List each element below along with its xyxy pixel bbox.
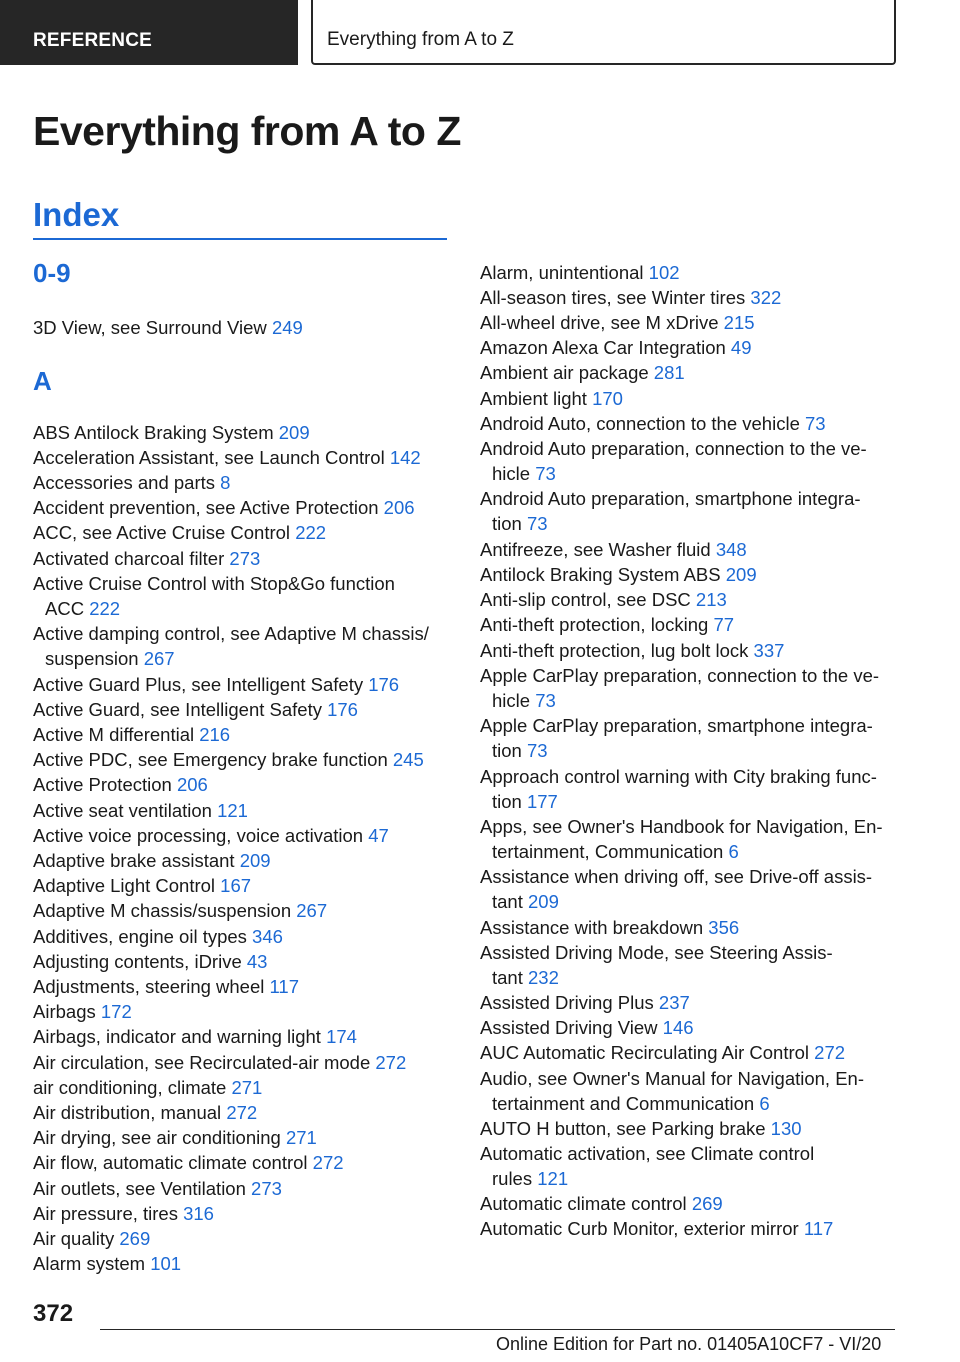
index-entry[interactable] — [480, 1116, 802, 1141]
page-link[interactable]: 121 — [217, 800, 248, 821]
entry-text: Air quality — [33, 1228, 115, 1249]
index-entry[interactable] — [33, 445, 421, 470]
entry-text: ACC, see Active Cruise Control — [33, 522, 291, 543]
entry-text: Activated charcoal filter — [33, 548, 225, 569]
page-link[interactable]: 271 — [231, 1077, 263, 1098]
index-entry[interactable] — [480, 864, 872, 914]
entry-text: Active Guard, see Intelligent Safety — [33, 699, 322, 720]
page-link[interactable]: 245 — [392, 749, 424, 770]
index-entry[interactable] — [480, 386, 623, 411]
entry-text: Air pressure, tires — [33, 1203, 178, 1224]
page-link[interactable]: 77 — [713, 614, 735, 635]
page-link[interactable]: 117 — [269, 976, 300, 997]
entry-text: Active Protection — [33, 774, 172, 795]
section-divider — [33, 238, 447, 240]
page-number: 372 — [33, 1300, 74, 1327]
entry-text: Audio, see Owner's Manual for Navigation, En‐ — [480, 1068, 865, 1089]
page-link[interactable]: 177 — [526, 791, 558, 813]
entry-text: Active Guard Plus, see Intelligent Safety — [33, 674, 364, 695]
page-link[interactable]: 215 — [723, 312, 755, 333]
page-link[interactable]: 249 — [271, 317, 303, 338]
page-link[interactable]: 174 — [326, 1026, 357, 1047]
entry-text: Air circulation, see Recirculated-air mode — [33, 1052, 371, 1073]
index-entry[interactable] — [33, 520, 326, 545]
entry-text: Apps, see Owner's Handbook for Navigation, En‐ — [480, 816, 883, 837]
entry-text: Additives, engine oil types — [33, 926, 247, 947]
index-entry[interactable] — [33, 315, 303, 340]
entry-text-cont: hicle — [492, 690, 531, 712]
page-link[interactable]: 267 — [143, 648, 175, 670]
page-link[interactable]: 281 — [653, 362, 685, 383]
page-title: Everything from A to Z — [33, 108, 461, 154]
entry-text: Ambient light — [480, 388, 587, 409]
index-entry[interactable] — [480, 940, 833, 990]
chapter-tab-label: Everything from A to Z — [327, 29, 514, 50]
index-entry[interactable] — [480, 260, 680, 285]
index-entry[interactable] — [480, 486, 861, 536]
entry-text-cont: tion — [492, 791, 522, 813]
entry-text: Active M differential — [33, 724, 195, 745]
index-entry[interactable] — [33, 848, 271, 873]
footer-divider — [100, 1329, 895, 1330]
section-tab-label: REFERENCE — [33, 30, 152, 51]
page-link[interactable]: 322 — [750, 287, 782, 308]
index-entry[interactable] — [33, 924, 283, 949]
entry-text: Assisted Driving Plus — [480, 992, 654, 1013]
entry-text: Air drying, see air conditioning — [33, 1127, 281, 1148]
index-entry[interactable] — [33, 1075, 262, 1100]
index-entry[interactable] — [33, 1176, 282, 1201]
page-link[interactable]: 271 — [285, 1127, 317, 1148]
page-link[interactable]: 269 — [691, 1193, 723, 1214]
entry-text: Anti-theft protection, locking — [480, 614, 709, 635]
index-entry[interactable] — [480, 436, 867, 486]
index-entry[interactable] — [33, 1100, 257, 1125]
page-link[interactable]: 73 — [526, 740, 548, 762]
entry-text: Adaptive Light Control — [33, 875, 216, 896]
entry-text: Assisted Driving Mode, see Steering Assis‐ — [480, 942, 833, 963]
page-link[interactable]: 43 — [246, 951, 268, 972]
index-entry[interactable] — [33, 1150, 344, 1175]
index-entry[interactable] — [33, 798, 248, 823]
index-entry[interactable] — [480, 1191, 723, 1216]
entry-text: ABS Antilock Braking System — [33, 422, 274, 443]
index-entry[interactable] — [480, 1015, 694, 1040]
entry-text: Apple CarPlay preparation, connection to the ve‐ — [480, 665, 880, 686]
index-entry[interactable] — [480, 764, 877, 814]
index-entry[interactable] — [480, 537, 747, 562]
page-link[interactable]: 209 — [725, 564, 757, 585]
page-link[interactable]: 73 — [535, 463, 556, 485]
page-link[interactable]: 117 — [803, 1218, 834, 1239]
index-entry[interactable] — [33, 1251, 181, 1276]
entry-text: Air flow, automatic climate control — [33, 1152, 308, 1173]
index-entry[interactable] — [33, 495, 415, 520]
page-link[interactable]: 176 — [327, 699, 358, 720]
entry-text-cont: tion — [492, 740, 522, 762]
page-link[interactable]: 213 — [695, 589, 727, 610]
index-entry[interactable] — [480, 814, 883, 864]
index-entry[interactable] — [480, 360, 685, 385]
page-link[interactable]: 73 — [526, 513, 548, 535]
index-entry[interactable] — [33, 571, 395, 621]
page-link[interactable]: 237 — [658, 992, 690, 1013]
entry-text-cont: suspension — [45, 648, 139, 670]
entry-text: Adaptive brake assistant — [33, 850, 235, 871]
page-link[interactable]: 206 — [383, 497, 415, 518]
page-link[interactable]: 222 — [295, 522, 327, 543]
page-link[interactable]: 121 — [537, 1168, 569, 1190]
page-link[interactable]: 356 — [708, 917, 740, 938]
page-link[interactable]: 73 — [535, 690, 556, 712]
index-entry[interactable] — [480, 612, 734, 637]
entry-text: air conditioning, climate — [33, 1077, 227, 1098]
footer-edition: Online Edition for Part no. 01405A10CF7 - VI/20 — [496, 1334, 882, 1354]
page-link[interactable]: 146 — [662, 1017, 694, 1038]
entry-text: Ambient air package — [480, 362, 649, 383]
entry-text: Alarm system — [33, 1253, 146, 1274]
entry-text: All-season tires, see Winter tires — [480, 287, 746, 308]
entry-text: Assisted Driving View — [480, 1017, 658, 1038]
index-entry[interactable] — [33, 772, 208, 797]
index-entry[interactable] — [33, 974, 299, 999]
index-entry[interactable] — [33, 1226, 150, 1251]
chapter-tab — [311, 0, 896, 65]
page-link[interactable]: 337 — [753, 640, 785, 661]
index-entry[interactable] — [33, 873, 251, 898]
entry-text: 3D View, see Surround View — [33, 317, 267, 338]
entry-text: Antilock Braking System ABS — [480, 564, 721, 585]
index-entry[interactable] — [33, 672, 399, 697]
page-link[interactable]: 73 — [805, 413, 826, 434]
entry-text: AUTO H button, see Parking brake — [480, 1118, 766, 1139]
entry-text: Adaptive M chassis/suspension — [33, 900, 292, 921]
entry-text: Adjustments, steering wheel — [33, 976, 265, 997]
page-link[interactable]: 346 — [252, 926, 283, 947]
index-entry[interactable] — [33, 621, 429, 671]
entry-text: Active damping control, see Adaptive M chassis/ — [33, 623, 429, 644]
page-link[interactable]: 8 — [220, 472, 231, 493]
index-entry[interactable] — [33, 747, 424, 772]
entry-text: Apple CarPlay preparation, smartphone integra‐ — [480, 715, 873, 736]
section-tab — [0, 0, 298, 65]
page-link[interactable]: 6 — [759, 1093, 770, 1115]
page-link[interactable]: 49 — [730, 337, 752, 358]
entry-text: Automatic climate control — [480, 1193, 687, 1214]
entry-text-cont: tant — [492, 967, 523, 989]
page-link[interactable]: 172 — [100, 1001, 132, 1022]
page-link[interactable]: 170 — [592, 388, 623, 409]
page-link[interactable]: 101 — [150, 1253, 182, 1274]
entry-text: Anti-theft protection, lug bolt lock — [480, 640, 749, 661]
index-entry[interactable] — [480, 1216, 833, 1241]
entry-text: Assistance when driving off, see Drive-off assis‐ — [480, 866, 873, 887]
index-entry[interactable] — [480, 411, 826, 436]
page-link[interactable]: 47 — [368, 825, 389, 846]
page-link[interactable]: 206 — [176, 774, 208, 795]
index-entry[interactable] — [480, 335, 752, 360]
index-entry[interactable] — [33, 1201, 214, 1226]
entry-text: Android Auto preparation, smartphone integra‐ — [480, 488, 861, 509]
page-link[interactable]: 316 — [183, 1203, 214, 1224]
index-entry[interactable] — [480, 1066, 864, 1116]
index-entry[interactable] — [480, 915, 739, 940]
entry-text-cont: rules — [492, 1168, 533, 1190]
entry-text: Active seat ventilation — [33, 800, 212, 821]
entry-text: Airbags, indicator and warning light — [33, 1026, 321, 1047]
entry-text: Automatic Curb Monitor, exterior mirror — [480, 1218, 799, 1239]
index-entry[interactable] — [33, 1125, 317, 1150]
entry-text: Active voice processing, voice activation — [33, 825, 364, 846]
index-entry[interactable] — [480, 638, 784, 663]
index-entry[interactable] — [480, 713, 873, 763]
entry-text: Adjusting contents, iDrive — [33, 951, 242, 972]
page-link[interactable]: 273 — [229, 548, 261, 569]
section-title: Index — [33, 196, 120, 233]
page-link[interactable]: 272 — [226, 1102, 258, 1123]
entry-text-cont: tertainment and Communication — [492, 1093, 755, 1115]
index-entry[interactable] — [33, 1024, 357, 1049]
entry-text-cont: hicle — [492, 463, 531, 485]
page-link[interactable]: 6 — [728, 841, 739, 863]
entry-text: Air distribution, manual — [33, 1102, 222, 1123]
index-entry[interactable] — [480, 310, 755, 335]
page-link[interactable]: 348 — [715, 539, 747, 560]
index-heading-a: A — [33, 366, 52, 396]
page-link[interactable]: 130 — [770, 1118, 802, 1139]
index-entry[interactable] — [33, 697, 358, 722]
page-link[interactable]: 176 — [368, 674, 400, 695]
entry-text: Acceleration Assistant, see Launch Control — [33, 447, 385, 468]
entry-text-cont: tertainment, Communication — [492, 841, 724, 863]
page-link[interactable]: 222 — [89, 598, 121, 620]
entry-text-cont: tant — [492, 891, 523, 913]
page-link[interactable]: 209 — [528, 891, 559, 913]
entry-text: Android Auto preparation, connection to the ve‐ — [480, 438, 867, 459]
index-entry[interactable] — [480, 562, 757, 587]
page-link[interactable]: 272 — [814, 1042, 846, 1063]
page-link[interactable]: 269 — [119, 1228, 151, 1249]
index-heading-0-9: 0-9 — [33, 258, 71, 288]
page-link[interactable]: 272 — [312, 1152, 344, 1173]
page-link[interactable]: 209 — [278, 422, 310, 443]
index-entry[interactable] — [33, 1050, 406, 1075]
entry-text: Active Cruise Control with Stop&Go function — [33, 573, 395, 594]
entry-text: Assistance with breakdown — [480, 917, 704, 938]
entry-text-cont: ACC — [45, 598, 85, 620]
page-link[interactable]: 216 — [199, 724, 231, 745]
index-entry[interactable] — [33, 898, 327, 923]
entry-text: Air outlets, see Ventilation — [33, 1178, 246, 1199]
index-entry[interactable] — [480, 990, 690, 1015]
entry-text: Anti-slip control, see DSC — [480, 589, 691, 610]
entry-text: Accessories and parts — [33, 472, 216, 493]
entry-text-cont: tion — [492, 513, 522, 535]
entry-text: Active PDC, see Emergency brake function — [33, 749, 388, 770]
entry-text: Airbags — [33, 1001, 96, 1022]
index-entry[interactable] — [33, 999, 132, 1024]
index-entry[interactable] — [480, 1141, 814, 1191]
entry-text: Amazon Alexa Car Integration — [480, 337, 726, 358]
entry-text: Accident prevention, see Active Protection — [33, 497, 379, 518]
entry-text: Approach control warning with City braking func‐ — [480, 766, 877, 787]
page-link[interactable]: 209 — [239, 850, 271, 871]
entry-text: Alarm, unintentional — [480, 262, 644, 283]
page-link[interactable]: 267 — [296, 900, 328, 921]
index-entry[interactable] — [33, 420, 310, 445]
entry-text: Antifreeze, see Washer fluid — [480, 539, 711, 560]
page-link[interactable]: 273 — [251, 1178, 282, 1199]
index-entry[interactable] — [33, 470, 230, 495]
index-entry[interactable] — [33, 722, 230, 747]
index-entry[interactable] — [33, 823, 389, 848]
page-link[interactable]: 102 — [648, 262, 680, 283]
index-entry[interactable] — [33, 546, 260, 571]
page-link[interactable]: 232 — [528, 967, 559, 989]
index-entry[interactable] — [33, 949, 267, 974]
page-link[interactable]: 167 — [220, 875, 252, 896]
index-entry[interactable] — [480, 663, 879, 713]
entry-text: AUC Automatic Recirculating Air Control — [480, 1042, 810, 1063]
page-link[interactable]: 272 — [375, 1052, 407, 1073]
page-link[interactable]: 142 — [389, 447, 421, 468]
index-entry[interactable] — [480, 1040, 845, 1065]
entry-text: Automatic activation, see Climate control — [480, 1143, 815, 1164]
index-entry[interactable] — [480, 587, 727, 612]
entry-text: Android Auto, connection to the vehicle — [480, 413, 800, 434]
index-entry[interactable] — [480, 285, 781, 310]
entry-text: All-wheel drive, see M xDrive — [480, 312, 719, 333]
